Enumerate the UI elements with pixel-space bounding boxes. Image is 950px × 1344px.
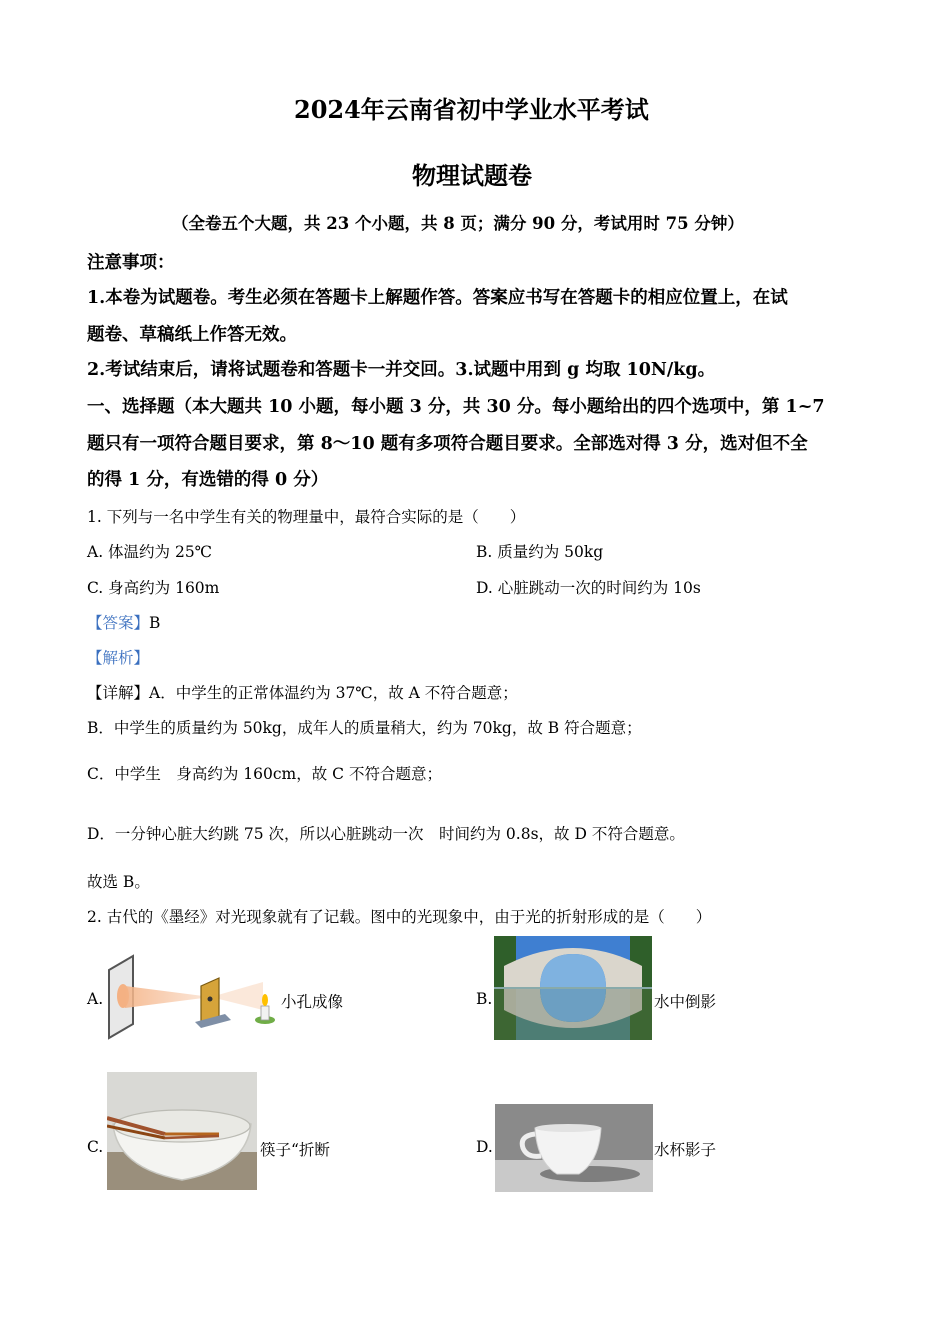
- section-1-line-3: 的得 1 分，有选错的得 0 分）: [87, 470, 329, 490]
- chopsticks-bowl-image: [107, 1072, 257, 1190]
- cup-shadow-image: [495, 1104, 653, 1192]
- q1-answer: [87, 611, 160, 633]
- q2-option-d-letter: D.: [476, 1138, 493, 1156]
- exam-info: （全卷五个大题，共 23 个小题，共 8 页；满分 90 分，考试用时 75 分钟）: [172, 214, 744, 233]
- q2-option-a-caption: 小孔成像: [281, 993, 344, 1011]
- q1-option-b: B. 质量约为 50kg: [476, 543, 604, 561]
- detail-a-text: A．中学生的正常体温约为 37℃，故 A 不符合题意；: [149, 684, 518, 702]
- section-1-line-1: 一、选择题（本大题共 10 小题，每小题 3 分，共 30 分。每小题给出的四个选项中，第 1~7: [87, 397, 825, 417]
- section-1-line-2: 题只有一项符合题目要求，第 8～10 题有多项符合题目要求。全部选对得 3 分，选对但不全: [87, 434, 808, 454]
- notice-heading: 注意事项：: [87, 253, 175, 273]
- exam-title: 2024年云南省初中学业水平考试: [294, 95, 649, 124]
- q1-option-a: A. 体温约为 25℃: [87, 543, 213, 561]
- answer-tag: 【答案】: [87, 614, 150, 632]
- notice-line-3: 2.考试结束后，请将试题卷和答题卡一并交回。3.试题中用到 g 均取 10N/kg。: [87, 360, 716, 380]
- q1-detail-a: [87, 681, 518, 703]
- q1-option-d: D. 心脏跳动一次的时间约为 10s: [476, 579, 701, 597]
- answer-value: B: [149, 614, 161, 632]
- q2-option-c-letter: C.: [87, 1138, 104, 1156]
- q2-option-b-caption: 水中倒影: [654, 993, 717, 1011]
- q2-option-a-letter: A.: [87, 990, 104, 1008]
- water-reflection-image: [494, 936, 652, 1040]
- notice-line-1: 1.本卷为试题卷。考生必须在答题卡上解题作答。答案应书写在答题卡的相应位置上，在试: [87, 288, 788, 308]
- q2-option-d-caption: 水杯影子: [654, 1141, 717, 1159]
- q1-detail-d: D．一分钟心脏大约跳 75 次，所以心脏跳动一次 时间约为 0.8s，故 D 不符合题意。: [87, 825, 685, 843]
- q1-stem: 1. 下列与一名中学生有关的物理量中，最符合实际的是（ ）: [87, 508, 526, 526]
- q1-detail-c: C．中学生 身高约为 160cm，故 C 不符合题意；: [87, 765, 442, 783]
- q1-option-c: C. 身高约为 160m: [87, 579, 220, 597]
- q2-stem: 2. 古代的《墨经》对光现象就有了记载。图中的光现象中，由于光的折射形成的是（ ）: [87, 908, 712, 926]
- q1-conclusion: 故选 B。: [87, 873, 150, 891]
- notice-line-2: 题卷、草稿纸上作答无效。: [87, 325, 297, 345]
- q2-option-b-letter: B.: [476, 990, 493, 1008]
- pinhole-imaging-image: [103, 952, 278, 1042]
- q2-option-c-caption: 筷子“折断: [260, 1141, 330, 1159]
- q1-analysis-tag: 【解析】: [87, 649, 150, 667]
- q1-detail-b: B．中学生的质量约为 50kg，成年人的质量稍大，约为 70kg，故 B 符合题意；: [87, 719, 642, 737]
- exam-subtitle: 物理试题卷: [412, 161, 532, 190]
- detail-tag: 【详解】: [87, 684, 150, 702]
